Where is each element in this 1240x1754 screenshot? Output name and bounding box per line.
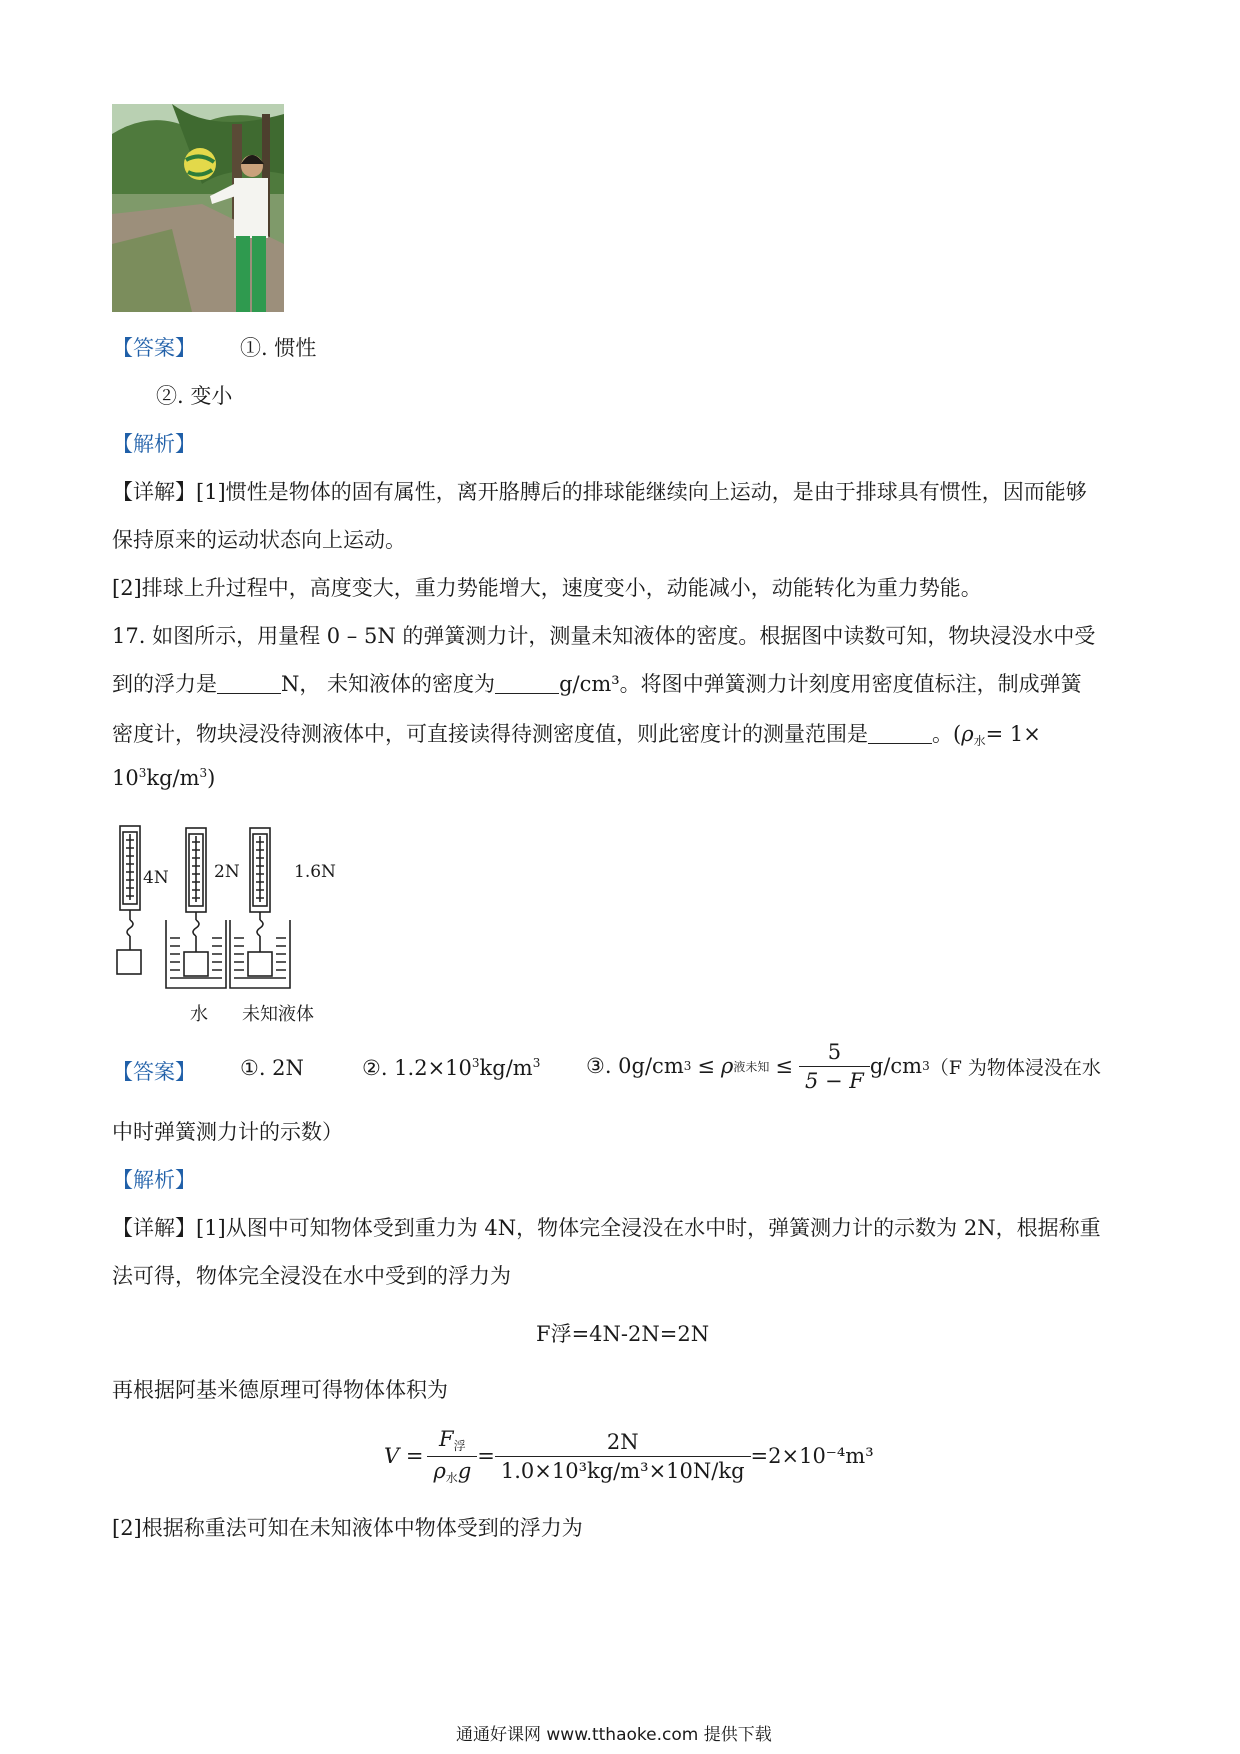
detail-line-2: 法可得，物体完全浸没在水中受到的浮力为 <box>112 1264 511 1288</box>
blank-3 <box>868 725 932 744</box>
analysis-tag: 【解析】 <box>112 1168 196 1192</box>
blank-2 <box>495 675 559 694</box>
volume-fraction-2: $\frac{2N}{\text{1.0×10³kg/m³×10N/kg}}$ <box>495 1430 751 1483</box>
detail-tag: 【详解】 <box>112 480 196 504</box>
spring-scale-figure <box>112 820 352 1030</box>
volleyball-photo <box>112 104 284 312</box>
question-17-line-3: 密度计，物块浸没待测液体中，可直接读得待测密度值，则此密度计的测量范围是 。($\rho_水= 1\times$ <box>112 722 1041 748</box>
equation-volume: V = $\frac{F_浮}{\rho_水g}$ = $\frac{2N}{\text{1.0×10³kg/m³×10N/kg}}$ =2×10⁻⁴m³ <box>384 1426 874 1485</box>
question-17-line-2: 到的浮力是 N， 未知液体的密度为 g/cm³。将图中弹簧测力计刻度用密度值标注，制成弹簧 <box>112 672 1082 696</box>
detail-paragraph-2: [2]排球上升过程中，高度变大，重力势能增大，速度变小，动能减小，动能转化为重力势能。 <box>112 576 982 600</box>
detail-line-3: 再根据阿基米德原理可得物体体积为 <box>112 1378 448 1402</box>
answer-item-1: ①. 惯性 <box>240 336 317 360</box>
answer-item-3: ③. 0g/cm 3 ≤ ρ 液未知 ≤ $\frac{5}{5 - F}$ g/cm 3 （F 为物体浸没在水 <box>586 1039 1101 1093</box>
detail-line-4: [2]根据称重法可知在未知液体中物体受到的浮力为 <box>112 1516 583 1540</box>
answer-item-2: ②. $1.2\times 10^3kg/m^3$ <box>362 1056 541 1080</box>
label-water: 水 <box>190 1004 208 1025</box>
scale-reading-3: 1.6N <box>294 862 336 882</box>
equation-buoyancy: F浮=4N-2N=2N <box>536 1322 710 1346</box>
answer-tag: 【答案】 <box>112 336 196 360</box>
blank-1 <box>217 675 281 694</box>
answer-item-1: ①. 2N <box>240 1056 304 1080</box>
spring-scale-diagram <box>112 820 352 1030</box>
detail-paragraph-1 <box>112 476 1087 506</box>
range-fraction: $\frac{5}{5 - F}$ <box>799 1040 870 1093</box>
volume-fraction-1: $\frac{F_浮}{\rho_水g}$ <box>427 1427 477 1486</box>
scale-reading-1: 4N <box>143 868 169 888</box>
answer-note-cont: 中时弹簧测力计的示数） <box>112 1120 343 1144</box>
page-footer: 通通好课网 www.tthaoke.com 提供下载 <box>456 1725 772 1745</box>
question-17-line-4: $10^3kg/m^3$) <box>112 766 216 790</box>
answer-tag: 【答案】 <box>112 1060 196 1084</box>
detail-line-1: 【详解】[1]从图中可知物体受到重力为 4N，物体完全浸没在水中时，弹簧测力计的示数为 2N，根据称重 <box>112 1216 1101 1240</box>
detail-text: [1]惯性是物体的固有属性，离开胳膊后的排球能继续向上运动，是由于排球具有惯性，因而能够 <box>196 480 1087 504</box>
question-17-line-1: 17. 如图所示，用量程 0 – 5N 的弹簧测力计，测量未知液体的密度。根据图中读数可知，物块浸没水中受 <box>112 624 1096 648</box>
answer-item-2: ②. 变小 <box>156 384 233 408</box>
analysis-tag: 【解析】 <box>112 432 196 456</box>
scale-reading-2: 2N <box>214 862 240 882</box>
detail-paragraph-1-cont: 保持原来的运动状态向上运动。 <box>112 528 406 552</box>
label-unknown-liquid: 未知液体 <box>242 1004 314 1025</box>
detail-tag: 【详解】 <box>112 1216 196 1240</box>
